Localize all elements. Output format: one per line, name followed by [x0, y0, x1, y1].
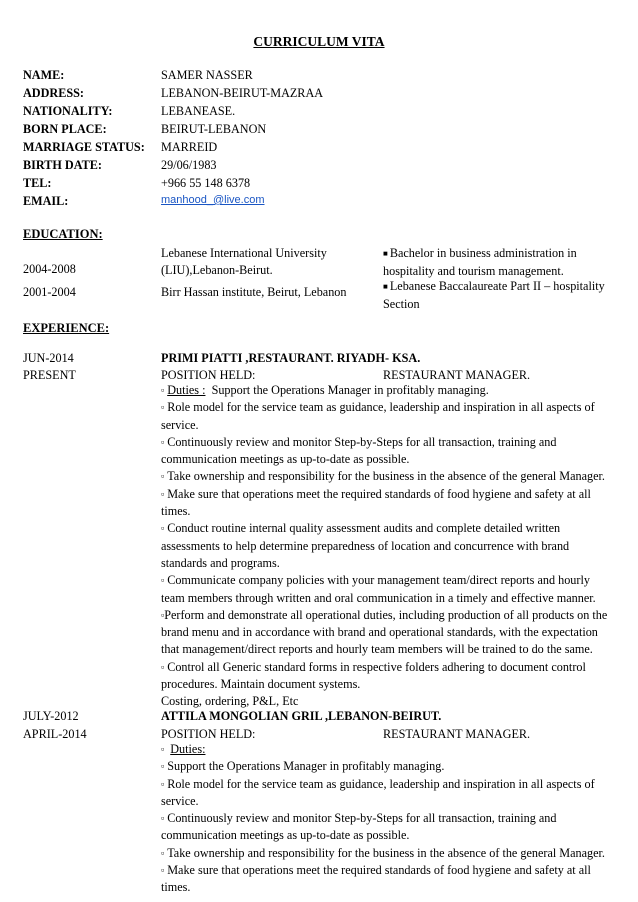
school-line: (LIU),Lebanon-Beirut. [161, 263, 273, 277]
job-date-to: APRIL-2014 [23, 727, 87, 741]
info-label: MARRIAGE STATUS: [23, 140, 145, 154]
degree-line: Section [383, 297, 420, 311]
info-label: NAME: [23, 68, 65, 82]
bullet-icon: ▫ [161, 523, 165, 534]
duty-line [161, 812, 616, 829]
info-value: +966 55 148 6378 [161, 176, 251, 190]
info-value: SAMER NASSER [161, 68, 253, 82]
duty-line [161, 760, 616, 777]
bullet-icon: ▫ [161, 744, 165, 754]
duty-line: standards and programs. [161, 555, 280, 570]
bullet-icon: ▫ [161, 488, 165, 499]
education-degree [383, 278, 618, 313]
duty-text: Role model for the service team as guidance, leadership and inspiration in all aspects of [167, 776, 595, 791]
job-duties [161, 384, 616, 713]
experience-heading: EXPERIENCE: [23, 321, 110, 335]
duty-text: Communicate company policies with your management team/direct reports and hourly [167, 573, 590, 588]
duty-text: Make sure that operations meet the required standards of food hygiene and safety at all [167, 486, 591, 501]
duty-line [161, 436, 616, 453]
position-value: RESTAURANT MANAGER. [383, 368, 531, 382]
email-link[interactable]: manhood_@live.com [161, 194, 265, 206]
square-bullet-icon: ■ [383, 249, 388, 258]
education-school: Birr Hassan institute, Beirut, Lebanon [161, 285, 347, 299]
info-value: LEBANON-BEIRUT-MAZRAA [161, 86, 324, 100]
duty-line [161, 743, 616, 760]
duty-line: communication meetings as up-to-date as possible. [161, 452, 410, 467]
duties-label: Duties : [167, 383, 206, 397]
degree-line: Bachelor in business administration in [389, 246, 577, 260]
duty-text: Continuously review and monitor Step-by-Steps for all transaction, training and [167, 434, 557, 449]
education-years: 2001-2004 [23, 285, 76, 299]
duty-line: Costing, ordering, P&L, Etc [161, 694, 299, 709]
duty-line: communication meetings as up-to-date as possible. [161, 828, 410, 843]
info-value: MARREID [161, 140, 218, 154]
duty-line [161, 574, 616, 591]
duty-line: times. [161, 880, 191, 895]
info-label: BIRTH DATE: [23, 158, 102, 172]
position-label: POSITION HELD: [161, 727, 256, 741]
duty-line: assessments to help determine preparedness of location and concurrence with brand [161, 538, 570, 553]
document-title: CURRICULUM VITA [253, 34, 385, 49]
duty-text: Conduct routine internal quality assessment audits and complete detailed written [167, 521, 561, 536]
duty-text: Take ownership and responsibility for the business in the absence of the general Manager. [167, 469, 605, 484]
position-value: RESTAURANT MANAGER. [383, 727, 531, 741]
info-label: TEL: [23, 176, 52, 190]
duty-line [161, 847, 616, 864]
education-degree [383, 245, 618, 280]
duty-line: procedures. Maintain document systems. [161, 677, 361, 692]
bullet-icon: ▫ [161, 778, 165, 789]
duties-label: Duties: [170, 742, 206, 756]
bullet-icon: ▫ [161, 385, 165, 395]
bullet-icon: ▫ [161, 436, 165, 447]
bullet-icon: ▫ [161, 402, 165, 413]
info-value: LEBANEASE. [161, 104, 236, 118]
info-label: BORN PLACE: [23, 122, 107, 136]
bullet-icon: ▫ [161, 575, 165, 586]
info-label: ADDRESS: [23, 86, 84, 100]
duty-text: Support the Operations Manager in profitably managing. [167, 759, 445, 774]
duty-line: that management/direct reports and hourly team members will be trained to do the same. [161, 642, 593, 657]
job-employer: PRIMI PIATTI ,RESTAURANT. RIYADH- KSA. [161, 351, 421, 365]
duty-line: service. [161, 793, 199, 808]
duty-line [161, 488, 616, 505]
duty-text: Control all Generic standard forms in respective folders adhering to document control [167, 659, 586, 674]
bullet-icon: ▫ [161, 661, 165, 672]
bullet-icon: ▫ [161, 865, 165, 876]
duty-line [161, 401, 616, 418]
duty-line: service. [161, 417, 199, 432]
duty-line [161, 778, 616, 795]
duty-line [161, 470, 616, 487]
duty-line: times. [161, 504, 191, 519]
school-line: Lebanese International University [161, 246, 327, 260]
info-value: 29/06/1983 [161, 158, 217, 172]
info-value: BEIRUT-LEBANON [161, 122, 267, 136]
job-duties [161, 743, 616, 899]
info-label: EMAIL: [23, 194, 69, 208]
job-date-from: JULY-2012 [23, 709, 79, 723]
square-bullet-icon: ■ [383, 282, 388, 291]
duty-line [161, 661, 616, 678]
duty-line [161, 384, 616, 401]
bullet-icon: ▫ [161, 813, 165, 824]
duty-line [161, 522, 616, 539]
bullet-icon: ▫ [161, 761, 165, 772]
degree-line: Lebanese Baccalaureate Part II – hospitality [389, 279, 605, 293]
duty-text: Make sure that operations meet the required standards of food hygiene and safety at all [167, 863, 591, 878]
duty-line [161, 864, 616, 881]
duty-line [161, 609, 616, 626]
education-school [161, 245, 381, 279]
bullet-icon: ▫ [161, 847, 165, 858]
duty-text: Take ownership and responsibility for the business in the absence of the general Manager. [167, 845, 605, 860]
duty-text: Continuously review and monitor Step-by-Steps for all transaction, training and [167, 811, 557, 826]
duty-line: team members through written and oral communication in a timely and effective manner. [161, 590, 596, 605]
bullet-icon: ▫ [161, 609, 165, 620]
info-label: NATIONALITY: [23, 104, 113, 118]
job-date-to: PRESENT [23, 368, 76, 382]
job-date-from: JUN-2014 [23, 351, 74, 365]
duty-text: Perform and demonstrate all operational duties, including production of all products on the [164, 607, 608, 622]
duty-line: brand menu and in accordance with brand and operational standards, with the expectation [161, 625, 598, 640]
education-years: 2004-2008 [23, 262, 76, 276]
duty-text: Support the Operations Manager in profitably managing. [211, 383, 489, 397]
bullet-icon: ▫ [161, 471, 165, 482]
position-label: POSITION HELD: [161, 368, 256, 382]
job-employer: ATTILA MONGOLIAN GRIL ,LEBANON-BEIRUT. [161, 709, 442, 723]
degree-line: hospitality and tourism management. [383, 264, 564, 278]
education-heading: EDUCATION: [23, 227, 103, 241]
duty-text: Role model for the service team as guidance, leadership and inspiration in all aspects of [167, 400, 595, 415]
